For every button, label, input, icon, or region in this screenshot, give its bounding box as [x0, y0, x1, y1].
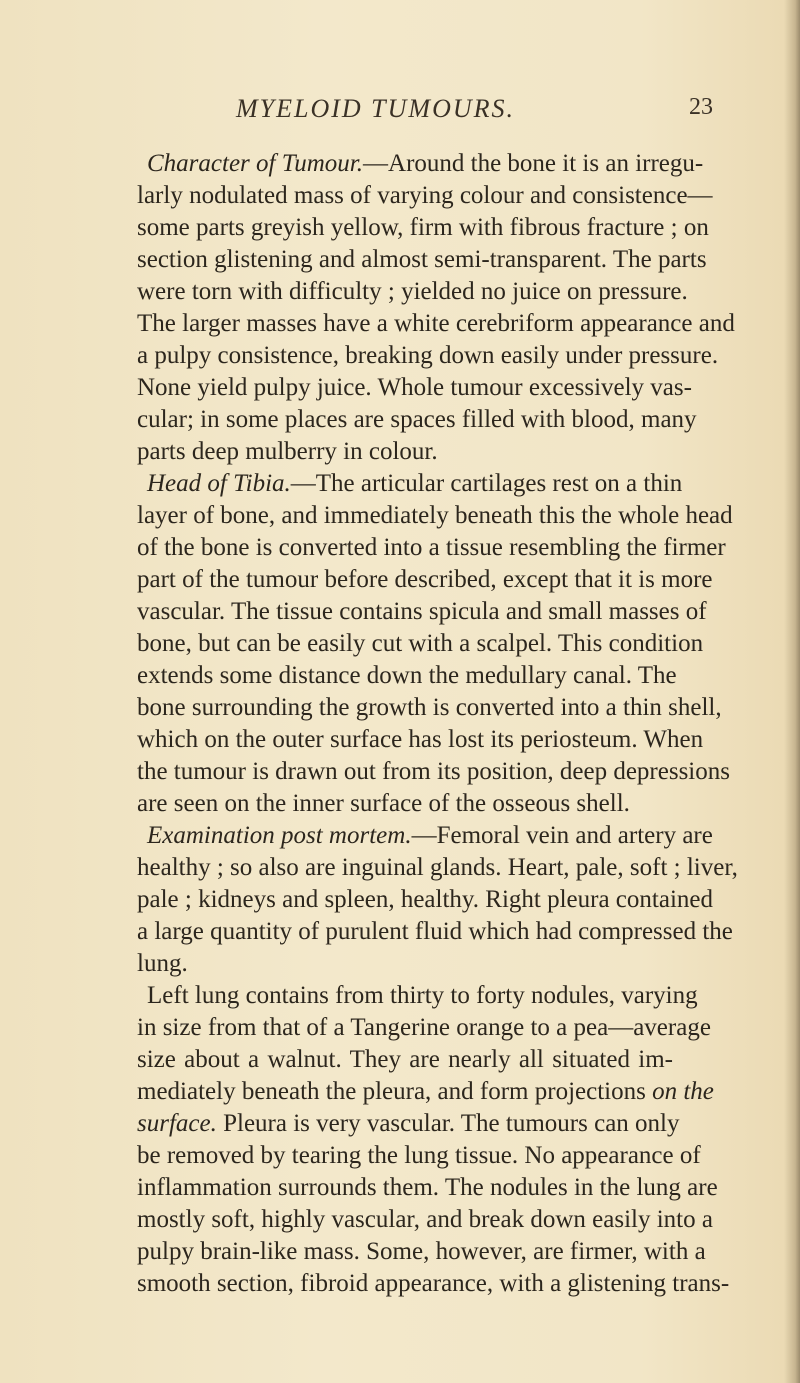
text-line: vascular. The tissue contains spicula and small masses of — [137, 598, 707, 625]
section-heading: Head of Tibia. — [147, 470, 291, 497]
text-line: which on the outer surface has lost its periosteum. When — [137, 726, 704, 753]
running-title: MYELOID TUMOURS. — [236, 94, 515, 123]
section-heading: Character of Tumour. — [147, 150, 364, 177]
text-line: bone surrounding the growth is converted into a thin shell, — [137, 694, 722, 721]
page-number: 23 — [689, 94, 713, 120]
text-line: Examination post mortem.—Femoral vein and artery are — [147, 822, 713, 849]
text-line: None yield pulpy juice. Whole tumour excessively vas- — [137, 374, 692, 401]
text-line: pulpy brain-like mass. Some, however, are firmer, with a — [137, 1238, 706, 1265]
text-line: some parts greyish yellow, firm with fibrous fracture ; on — [137, 214, 709, 241]
text-line: Left lung contains from thirty to forty nodules, varying — [147, 982, 698, 1009]
text-line: the tumour is drawn out from its position, deep depressions — [137, 758, 730, 785]
section-heading: Examination post mortem. — [147, 822, 412, 849]
text-line: be removed by tearing the lung tissue. No appearance of — [137, 1142, 701, 1169]
text-line: in size from that of a Tangerine orange to a pea—average — [137, 1014, 711, 1041]
text-line: are seen on the inner surface of the osseous shell. — [137, 790, 630, 817]
text-line: a large quantity of purulent fluid which had compressed the — [137, 918, 733, 945]
text-line: pale ; kidneys and spleen, healthy. Right pleura contained — [137, 886, 713, 913]
text-line: mediately beneath the pleura, and form projections on the — [137, 1078, 714, 1105]
italic-phrase: on the — [652, 1078, 714, 1105]
text-line: section glistening and almost semi-transparent. The parts — [137, 246, 707, 273]
text-line: extends some distance down the medullary canal. The — [137, 662, 677, 689]
text-line: inflammation surrounds them. The nodules in the lung are — [137, 1174, 718, 1201]
italic-phrase: surface. — [137, 1110, 217, 1137]
text-line: smooth section, fibroid appearance, with a glistening trans- — [137, 1270, 730, 1297]
text-line: layer of bone, and immediately beneath this the whole head — [137, 502, 733, 529]
text-line: cular; in some places are spaces filled with blood, many — [137, 406, 697, 433]
text-line: were torn with difficulty ; yielded no juice on pressure. — [137, 278, 688, 305]
text-line: part of the tumour before described, except that it is more — [137, 566, 713, 593]
text-line: size about a walnut. They are nearly all situated im- — [137, 1046, 673, 1073]
text-line: healthy ; so also are inguinal glands. Heart, pale, soft ; liver, — [137, 854, 738, 881]
text-line: The larger masses have a white cerebriform appearance and — [137, 310, 735, 337]
text-line: parts deep mulberry in colour. — [137, 438, 438, 465]
text-line: mostly soft, highly vascular, and break down easily into a — [137, 1206, 713, 1233]
text-line: larly nodulated mass of varying colour and consistence— — [137, 182, 713, 209]
text-line: lung. — [137, 950, 188, 977]
text-line: Head of Tibia.—The articular cartilages rest on a thin — [147, 470, 683, 497]
text-line: of the bone is converted into a tissue resembling the firmer — [137, 534, 726, 561]
text-line: surface. Pleura is very vascular. The tumours can only — [137, 1110, 680, 1137]
text-line: bone, but can be easily cut with a scalpel. This condition — [137, 630, 704, 657]
text-line: Character of Tumour.—Around the bone it is an irregu- — [147, 150, 704, 177]
text-line: a pulpy consistence, breaking down easily under pressure. — [137, 342, 719, 369]
